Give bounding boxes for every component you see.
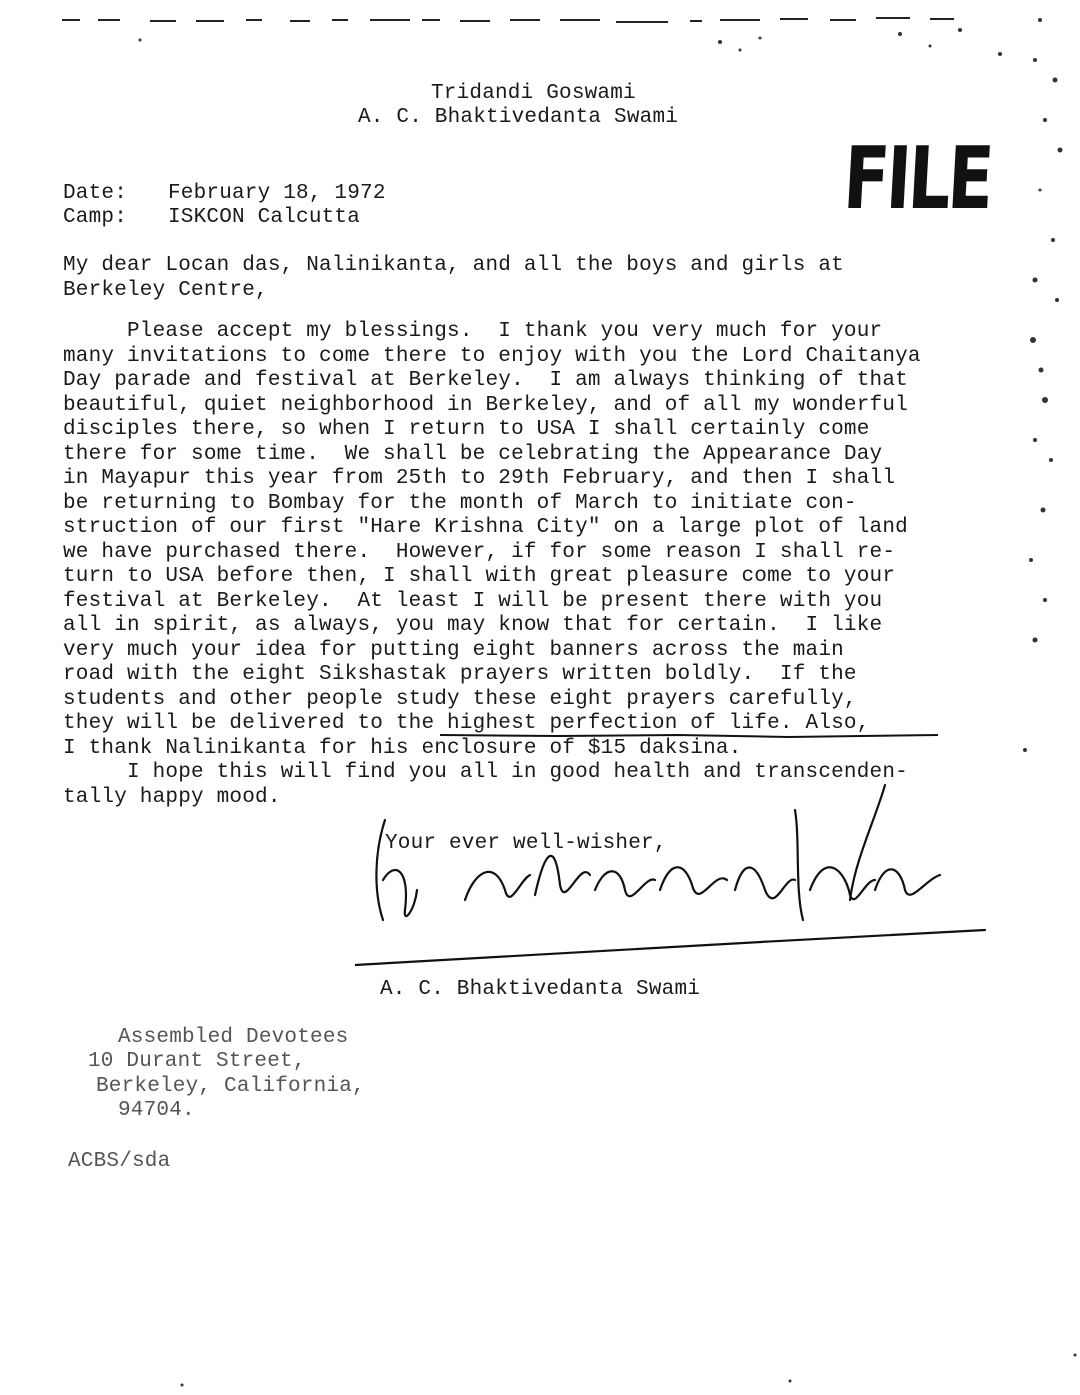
signatory-name: A. C. Bhaktivedanta Swami <box>380 978 701 1001</box>
handwritten-underline <box>438 731 958 741</box>
initials: ACBS/sda <box>68 1150 171 1173</box>
letterhead-name: A. C. Bhaktivedanta Swami <box>358 106 679 129</box>
camp-label: Camp: <box>63 206 128 229</box>
photocopy-noise-bottom <box>0 1335 1080 1395</box>
date-label: Date: <box>63 182 128 205</box>
photocopy-noise-top <box>0 0 1080 60</box>
camp-value: ISKCON Calcutta <box>168 206 361 229</box>
closing: Your ever well-wisher, <box>385 832 667 855</box>
address-line-1: Assembled Devotees <box>118 1026 349 1049</box>
letterhead-title: Tridandi Goswami <box>431 82 636 105</box>
address-line-4: 94704. <box>118 1099 195 1122</box>
file-stamp: FILE <box>840 129 994 229</box>
address-line-3: Berkeley, California, <box>96 1075 365 1098</box>
salutation: My dear Locan das, Nalinikanta, and all the boys and girls at Berkeley Centre, <box>63 254 844 302</box>
address-line-2: 10 Durant Street, <box>88 1050 306 1073</box>
date-value: February 18, 1972 <box>168 182 386 205</box>
signature <box>355 780 995 970</box>
letter-body: Please accept my blessings. I thank you very much for your many invitations to come there to enjoy with you the Lord Chaitanya Day parade and festival at Berkeley. I am always thinking of that beautiful, quiet neighborhood in Berkeley, and of all my wonderful disciples there, so when I return to USA I shall certainly come there for some time. We shall be celebrating the Appearance Day in Mayapur this year from 25th to 29th February, and then I shall be returning to Bombay for the month of March to initiate con- struction of our first "Hare Krishna City" on a large plot of land we have purchased there. However, if for some reason I shall re- turn to USA before then, I shall with great pleasure come to your festival at Berkeley. At least I will be present there with you all in spirit, as always, you may know that for certain. I like very much your idea for putting eight banners across the main road with the eight Sikshastak prayers written boldly. If the students and other people study these eight prayers carefully, they will be delivered to the highest perfection of life. Also, I thank Nalinikanta for his enclosure of $15 daksina. I hope this will find you all in good health and transcenden- tally happy mood. <box>63 320 921 809</box>
